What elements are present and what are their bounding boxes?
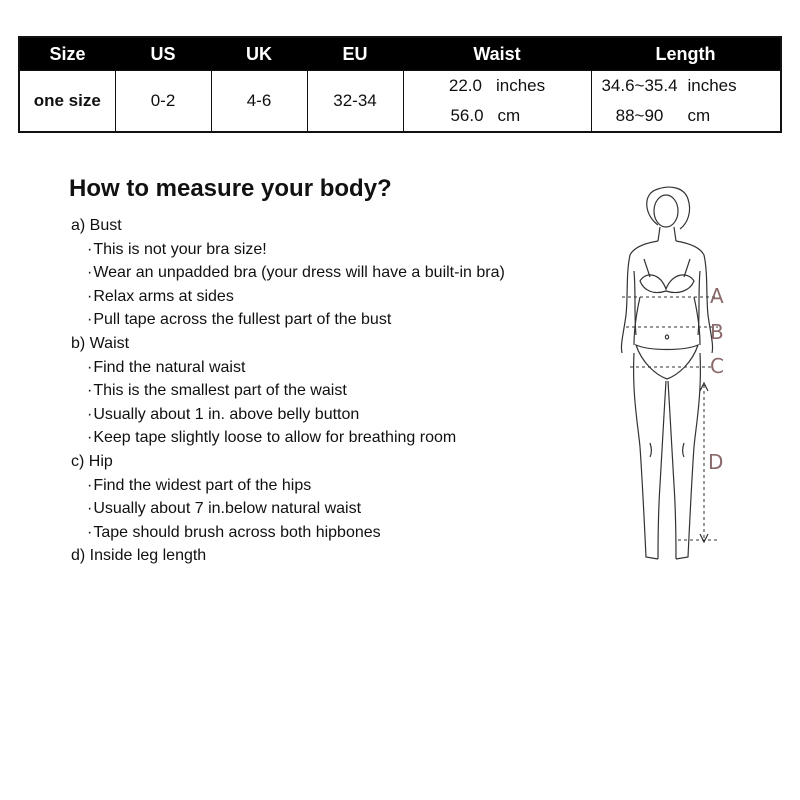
waist-inches-unit: inches [495, 76, 546, 95]
label-c: C [710, 354, 724, 378]
waist-inches-value: 22.0 [448, 76, 482, 95]
header-waist: Waist [403, 37, 591, 71]
table-row [19, 71, 781, 133]
list-item: · Find the widest part of the hips [69, 474, 505, 498]
header-uk: UK [211, 37, 307, 71]
length-inches-value: 34.6~35.4 [601, 76, 678, 95]
waist-inches [404, 71, 591, 101]
list-item: · Find the natural waist [69, 356, 505, 380]
header-us: US [115, 37, 211, 71]
length-inches [592, 71, 781, 101]
length-cm [592, 101, 781, 131]
label-a: A [710, 284, 724, 308]
label-b: B [710, 320, 724, 344]
list-item: · Usually about 1 in. above belly button [69, 403, 505, 427]
header-size: Size [19, 37, 115, 71]
waist-cm [404, 101, 591, 131]
measure-labels [708, 284, 724, 474]
section-hip-heading: c) Hip [71, 452, 113, 470]
waist-cm-value: 56.0 [450, 106, 484, 125]
length-inches-unit: inches [687, 76, 737, 95]
waist-cm-unit: cm [497, 106, 521, 125]
section-waist-heading: b) Waist [71, 334, 130, 352]
cell-us: 0-2 [115, 71, 211, 133]
list-item: · Usually about 7 in.below natural waist [69, 497, 505, 521]
length-cm-unit: cm [687, 106, 711, 125]
measure-instructions [69, 214, 505, 568]
list-item: · Pull tape across the fullest part of the bust [69, 308, 505, 332]
list-item: · Relax arms at sides [69, 285, 505, 309]
cell-length [591, 71, 781, 133]
cell-eu: 32-34 [307, 71, 403, 133]
list-item: · This is the smallest part of the waist [69, 379, 505, 403]
cell-waist [403, 71, 591, 133]
guide-title: How to measure your body? [69, 175, 392, 202]
section-bust-heading: a) Bust [71, 217, 122, 234]
cell-uk: 4-6 [211, 71, 307, 133]
table-header-row [19, 37, 781, 71]
section-leg-heading: d) Inside leg length [71, 547, 207, 565]
body-measurement-figure [600, 185, 750, 575]
label-d: D [708, 450, 724, 474]
list-item: · Wear an unpadded bra (your dress will have a built-in bra) [69, 261, 505, 285]
list-item: · This is not your bra size! [69, 238, 505, 262]
size-chart-table [18, 36, 782, 133]
header-length: Length [591, 37, 781, 71]
body-outline [621, 187, 712, 559]
cell-size: one size [19, 71, 115, 133]
list-item: · Tape should brush across both hipbones [69, 521, 505, 545]
list-item: · Keep tape slightly loose to allow for breathing room [69, 426, 505, 450]
header-eu: EU [307, 37, 403, 71]
length-cm-value: 88~90 [615, 106, 664, 125]
